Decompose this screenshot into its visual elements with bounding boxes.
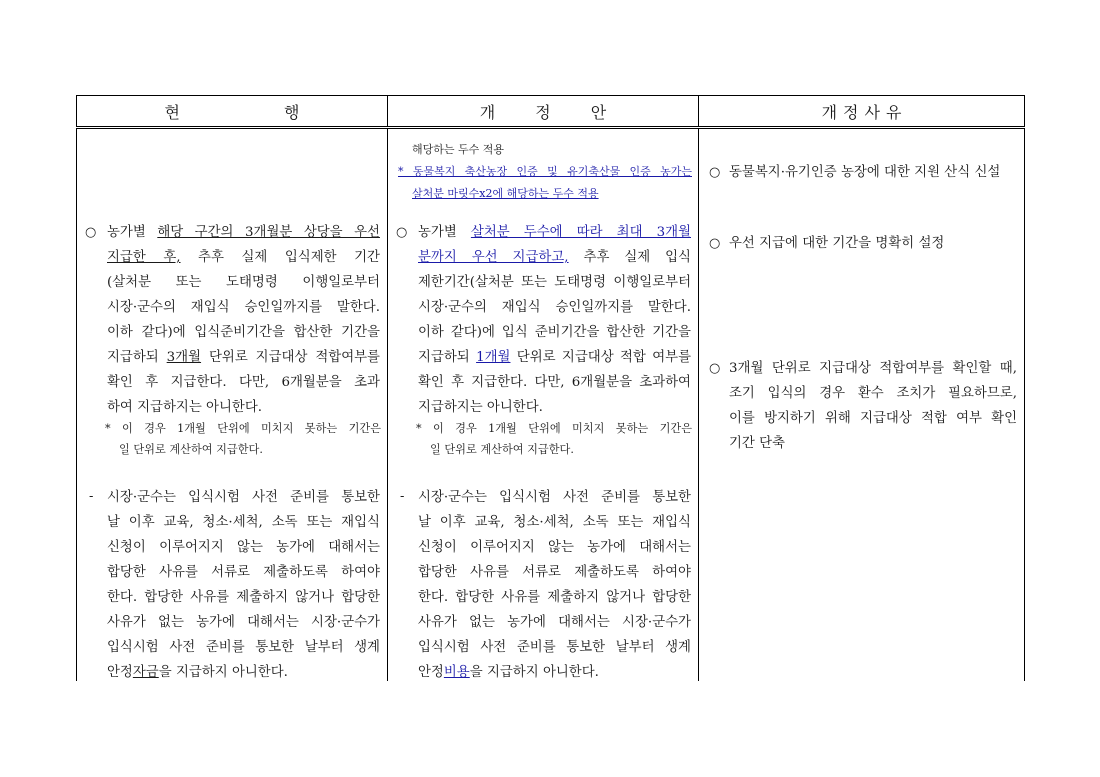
header-current — [77, 96, 388, 128]
revised-footnote: * 이 경우 1개월 단위에 미치지 못하는 기간은 일 단위로 계산하여 지급한다. — [416, 422, 692, 456]
reason-column — [699, 128, 1025, 682]
bullet-circle: ○ — [709, 361, 721, 376]
revised-column — [388, 128, 699, 682]
header-reason-char: 개 — [821, 102, 838, 122]
header-revised-char: 개 — [479, 102, 496, 122]
revised-sub-paragraph: 시장·군수는 입식시험 사전 준비를 통보한 날 이후 교육, 청소·세척, 소독 또는 재입식 신청이 이루어지지 않는 농가에 대해서는 합당한 사유를 서류로 제출하도록 하여야 한다. 합당한 사유를 제출하지 않거나 합당한 사유가 없는 농가에 대해서는 시장·군수가 입식시험 사전 준비를 통보한 날부터 생계 안정비용을 지급하지 아니한다. — [418, 490, 691, 680]
reason-2: 우선 지급에 대한 기간을 명확히 설정 — [729, 236, 945, 251]
bullet-circle: ○ — [396, 225, 408, 240]
current-column — [77, 128, 388, 682]
bullet-circle: ○ — [709, 236, 721, 251]
revised-main-paragraph: 농가별 살처분 두수에 따라 최대 3개월 분까지 우선 지급하고, 추후 실제 입식 제한기간(살처분 또는 도태명령 이행일로부터 시장·군수의 재입식 승인일까지를 말한다. 이하 같다)에 입식 준비기간을 합산한 기간을 지급하되 1개월 단위로 지급대상 적합 여부를 확인 후 지급한다. 다만, 6개월분을 초과하여 지급하지는 아니한다. — [418, 225, 692, 415]
header-current-char: 현 — [164, 102, 180, 122]
current-sub-paragraph: 시장·군수는 입식시험 사전 준비를 통보한 날 이후 교육, 청소·세척, 소독 또는 재입식 신청이 이루어지지 않는 농가에 대해서는 합당한 사유를 서류로 제출하도록 하여야 한다. 합당한 사유를 제출하지 않거나 합당한 사유가 없는 농가에 대해서는 시장·군수가 입식시험 사전 준비를 통보한 날부터 생계 안정자금을 지급하지 아니한다. — [107, 490, 380, 680]
header-revised-char: 안 — [590, 102, 607, 122]
bullet-circle: ○ — [85, 225, 97, 240]
current-main-paragraph: 농가별 해당 구간의 3개월분 상당을 우선 지급한 후, 추후 실제 입식제한 기간 (살처분 또는 도태명령 이행일로부터 시장·군수의 재입식 승인일까지를 말한다. 이하 같다)에 입식준비기간을 합산한 기간을 지급하되 3개월 단위로 지급대상 적합여부를 확인 후 지급한다. 다만, 6개월분을 초과 하여 지급하지는 아니한다. — [107, 225, 380, 415]
bullet-circle: ○ — [709, 165, 721, 180]
dash-mark: - — [400, 489, 405, 504]
header-reason-char: 유 — [885, 102, 902, 122]
header-revised-char: 정 — [535, 102, 551, 122]
dash-mark: - — [89, 489, 94, 504]
revised-top-note: 해당하는 두수 적용 * 동물복지 축산농장 인증 및 유기축산물 인증 농가는 살처분 마릿수x2에 해당하는 두수 적용 — [398, 143, 692, 200]
header-reason-char: 정 — [843, 102, 859, 122]
reason-1: 동물복지·유기인증 농장에 대한 지원 산식 신설 — [729, 165, 1001, 180]
reason-3: 3개월 단위로 지급대상 적합여부를 확인할 때, 조기 입식의 경우 환수 조치가 필요하므로, 이를 방지하기 위해 지급대상 적합 여부 확인 기간 단축 — [729, 361, 1017, 451]
header-revised — [388, 96, 699, 128]
header-reason — [699, 96, 1025, 128]
header-reason-char: 사 — [864, 102, 880, 122]
header-current-char: 행 — [284, 102, 300, 122]
comparison-table — [76, 95, 1025, 681]
current-footnote: * 이 경우 1개월 단위에 미치지 못하는 기간은 일 단위로 계산하여 지급한다. — [105, 422, 381, 456]
